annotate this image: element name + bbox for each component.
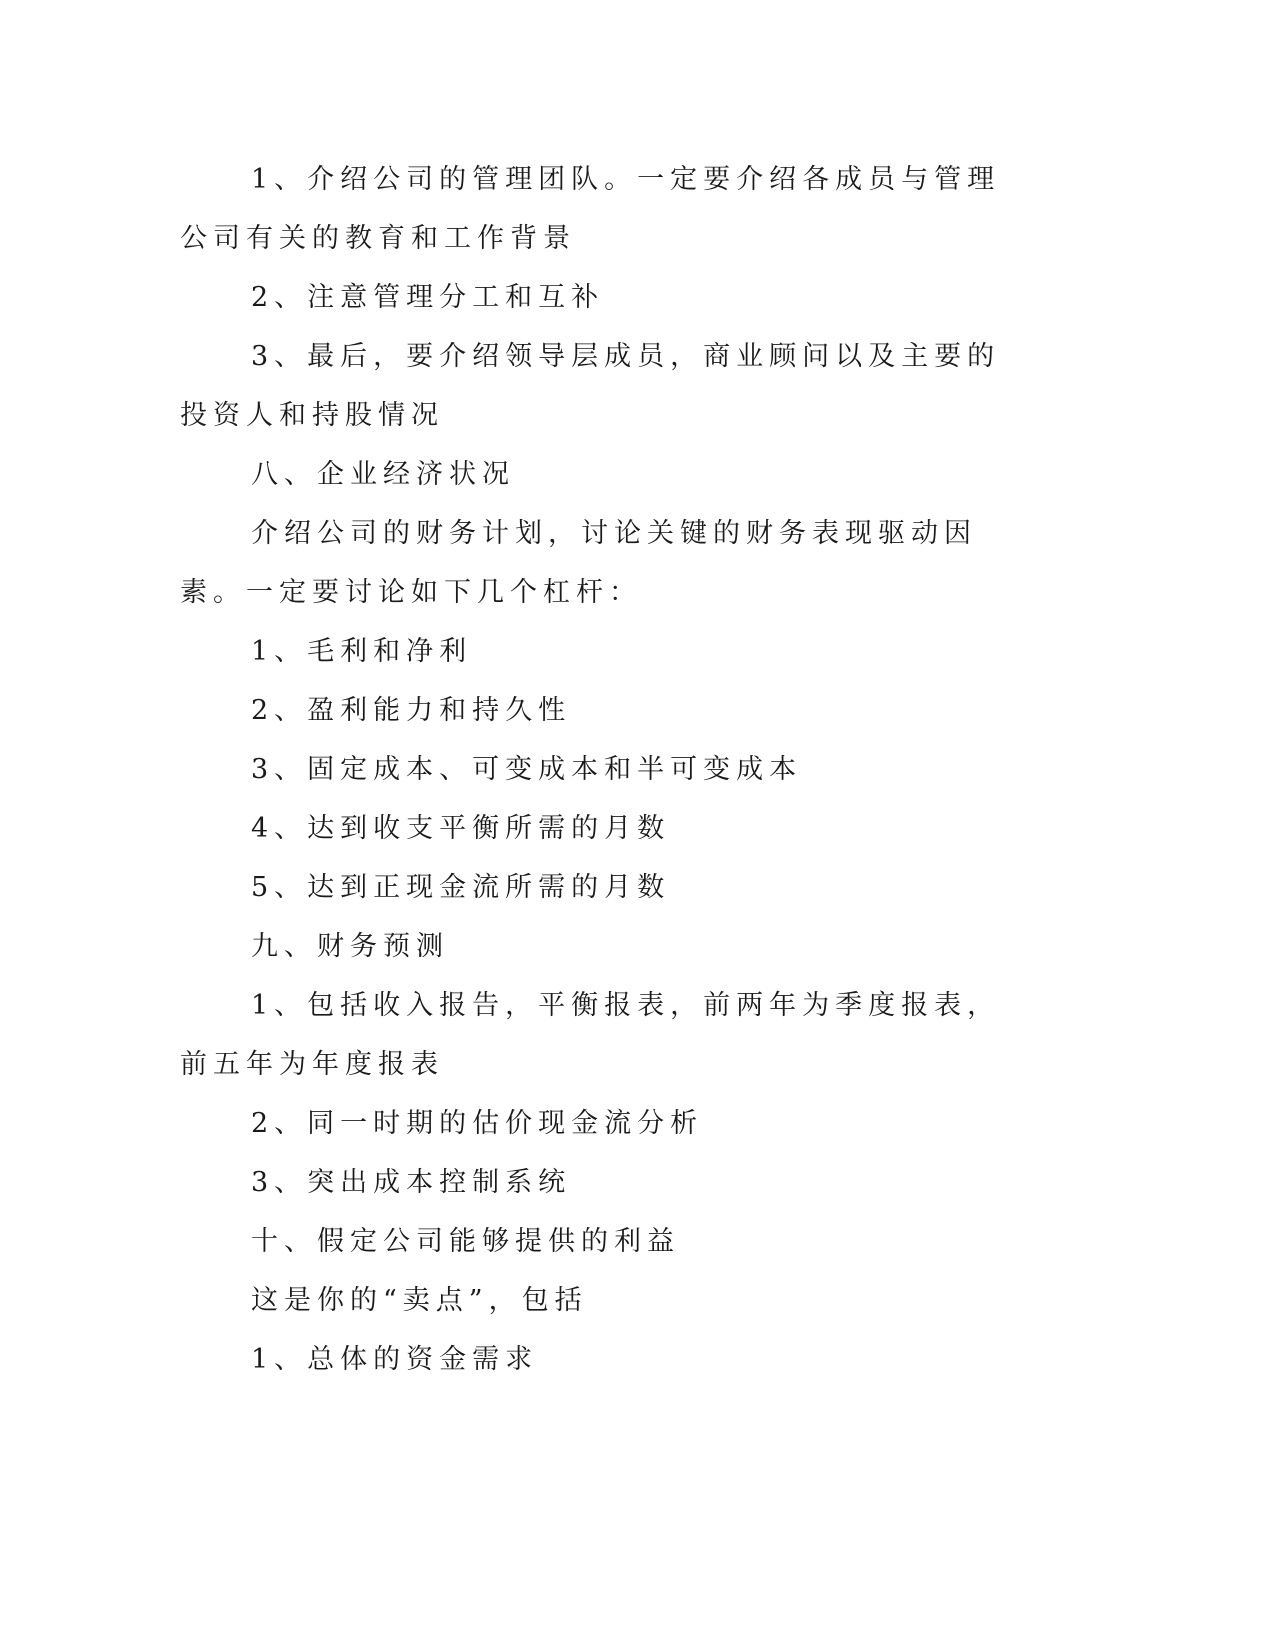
list-item-gross-net-profit: 1、毛利和净利	[251, 636, 473, 667]
list-item-breakeven-months: 4、达到收支平衡所需的月数	[251, 813, 671, 844]
list-item-management-team: 1、介绍公司的管理团队。一定要介绍各成员与管理公司有关的教育和工作背景	[180, 164, 1001, 254]
section-heading-benefits: 十、假定公司能够提供的利益	[251, 1226, 680, 1257]
list-item-division-of-labor: 2、注意管理分工和互补	[251, 282, 605, 313]
paragraph-selling-point: 这是你的“卖点”，包括	[251, 1285, 588, 1316]
list-item-leadership-investors: 3、最后，要介绍领导层成员，商业顾问以及主要的投资人和持股情况	[180, 341, 1001, 431]
document-body	[180, 150, 1030, 1389]
list-item-profitability: 2、盈利能力和持久性	[251, 695, 572, 726]
list-item-costs: 3、固定成本、可变成本和半可变成本	[251, 754, 803, 785]
list-item-funding-needs: 1、总体的资金需求	[251, 1344, 539, 1375]
section-heading-economic-status: 八、企业经济状况	[251, 459, 515, 490]
paragraph-financial-plan: 介绍公司的财务计划，讨论关键的财务表现驱动因素。一定要讨论如下几个杠杆：	[180, 518, 977, 608]
list-item-cashflow-months: 5、达到正现金流所需的月数	[251, 872, 671, 903]
list-item-income-reports: 1、包括收入报告，平衡报表，前两年为季度报表，前五年为年度报表	[180, 990, 1001, 1080]
list-item-cashflow-analysis: 2、同一时期的估价现金流分析	[251, 1108, 704, 1139]
section-heading-financial-forecast: 九、财务预测	[251, 931, 449, 962]
list-item-cost-control: 3、突出成本控制系统	[251, 1167, 572, 1198]
